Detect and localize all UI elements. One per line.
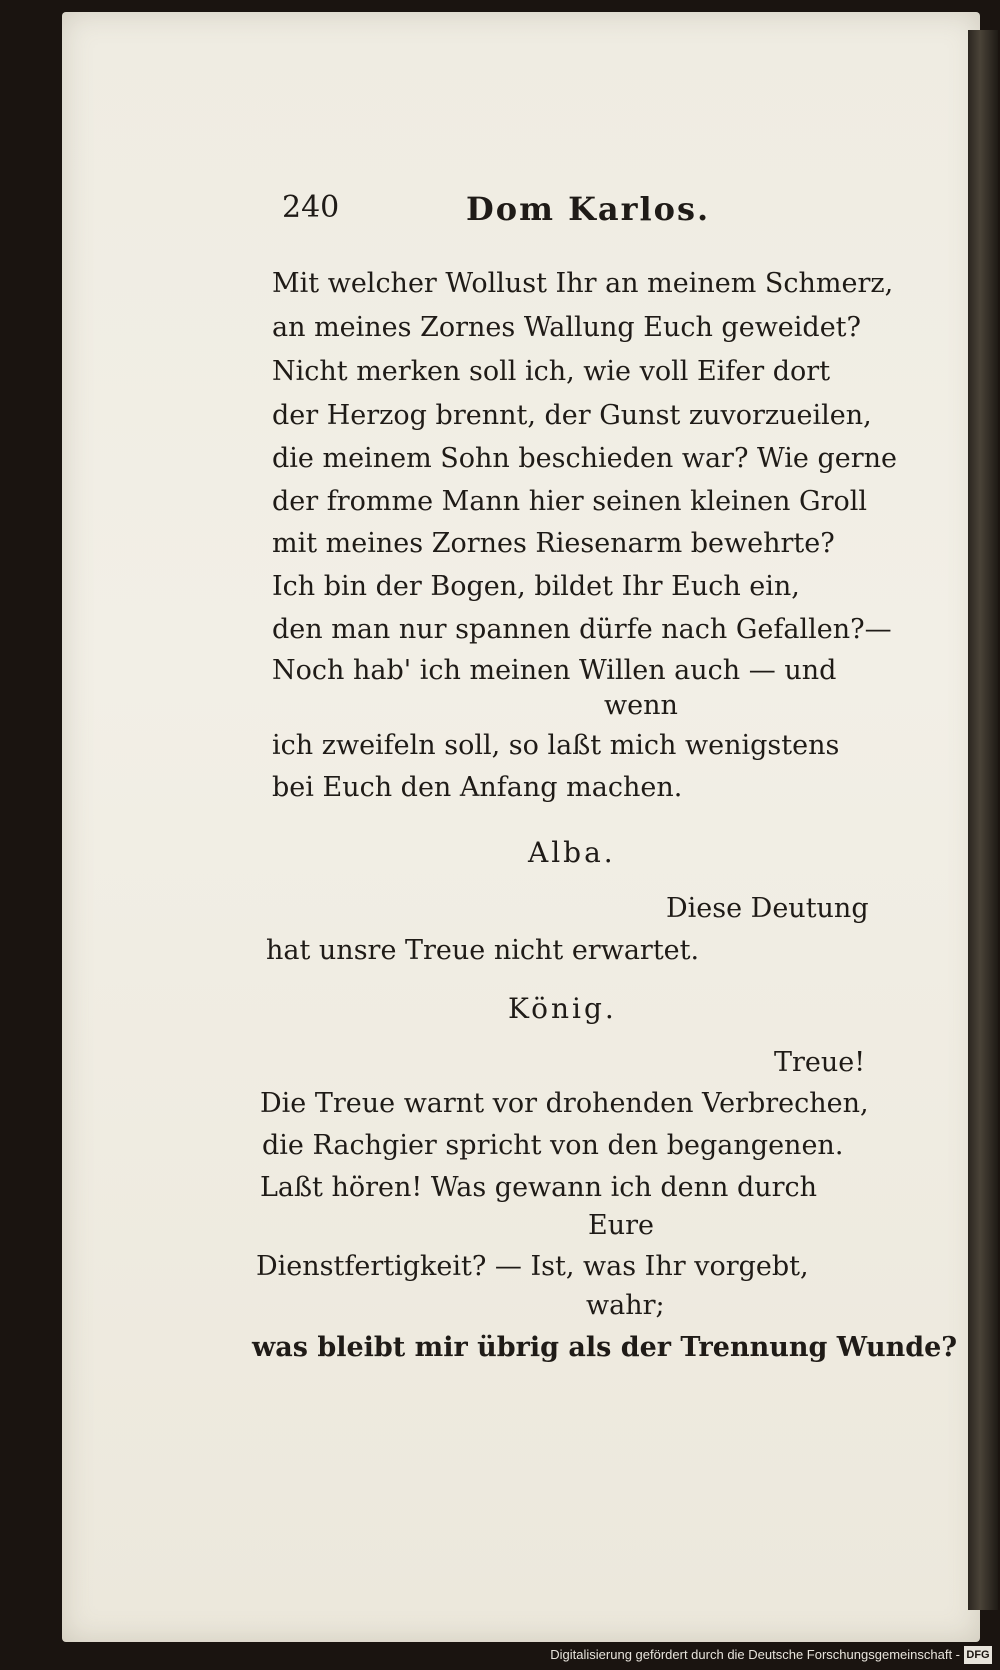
verse-line: Nicht merken soll ich, wie voll Eifer dort xyxy=(272,356,831,387)
verse-line: an meines Zornes Wallung Euch geweidet? xyxy=(272,312,862,343)
verse-line-continuation: Eure xyxy=(588,1210,654,1241)
verse-line: Diese Deutung xyxy=(666,893,869,924)
verse-line: bei Euch den Anfang machen. xyxy=(272,772,683,803)
verse-line: der fromme Mann hier seinen kleinen Groll xyxy=(272,486,868,517)
verse-line: Dienstfertigkeit? — Ist, was Ihr vorgebt, xyxy=(256,1251,809,1282)
verse-line: ich zweifeln soll, so laßt mich wenigstens xyxy=(272,730,840,761)
verse-line: hat unsre Treue nicht erwartet. xyxy=(266,935,700,966)
verse-line: die Rachgier spricht von den begangenen. xyxy=(262,1130,844,1161)
verse-line: mit meines Zornes Riesenarm bewehrte? xyxy=(272,528,835,559)
verse-line: Treue! xyxy=(774,1047,866,1078)
book-page xyxy=(62,12,980,1642)
verse-line: den man nur spannen dürfe nach Gefallen?— xyxy=(272,614,892,645)
digitization-footer xyxy=(0,1642,1000,1670)
page-number: 240 xyxy=(282,190,340,225)
verse-line: Ich bin der Bogen, bildet Ihr Euch ein, xyxy=(272,571,800,602)
page-edge xyxy=(968,30,998,1610)
verse-line: Noch hab' ich meinen Willen auch — und xyxy=(272,655,837,686)
verse-line-continuation: wenn xyxy=(604,690,678,721)
speaker-name: Alba. xyxy=(528,836,616,869)
verse-line: der Herzog brennt, der Gunst zuvorzueilen, xyxy=(272,400,872,431)
funding-credit: Digitalisierung gefördert durch die Deutsche Forschungsgemeinschaft - xyxy=(550,1647,960,1662)
dfg-logo-icon: DFG xyxy=(964,1646,992,1664)
verse-line: Die Treue warnt vor drohenden Verbrechen, xyxy=(260,1088,869,1119)
verse-line: Laßt hören! Was gewann ich denn durch xyxy=(260,1172,818,1203)
running-title: Dom Karlos. xyxy=(466,190,711,228)
speaker-name: König. xyxy=(508,992,617,1025)
verse-line-continuation: wahr; xyxy=(586,1290,665,1321)
verse-line: was bleibt mir übrig als der Trennung Wunde? xyxy=(252,1332,958,1363)
verse-line: die meinem Sohn beschieden war? Wie gerne xyxy=(272,443,898,474)
verse-line: Mit welcher Wollust Ihr an meinem Schmerz, xyxy=(272,268,894,299)
